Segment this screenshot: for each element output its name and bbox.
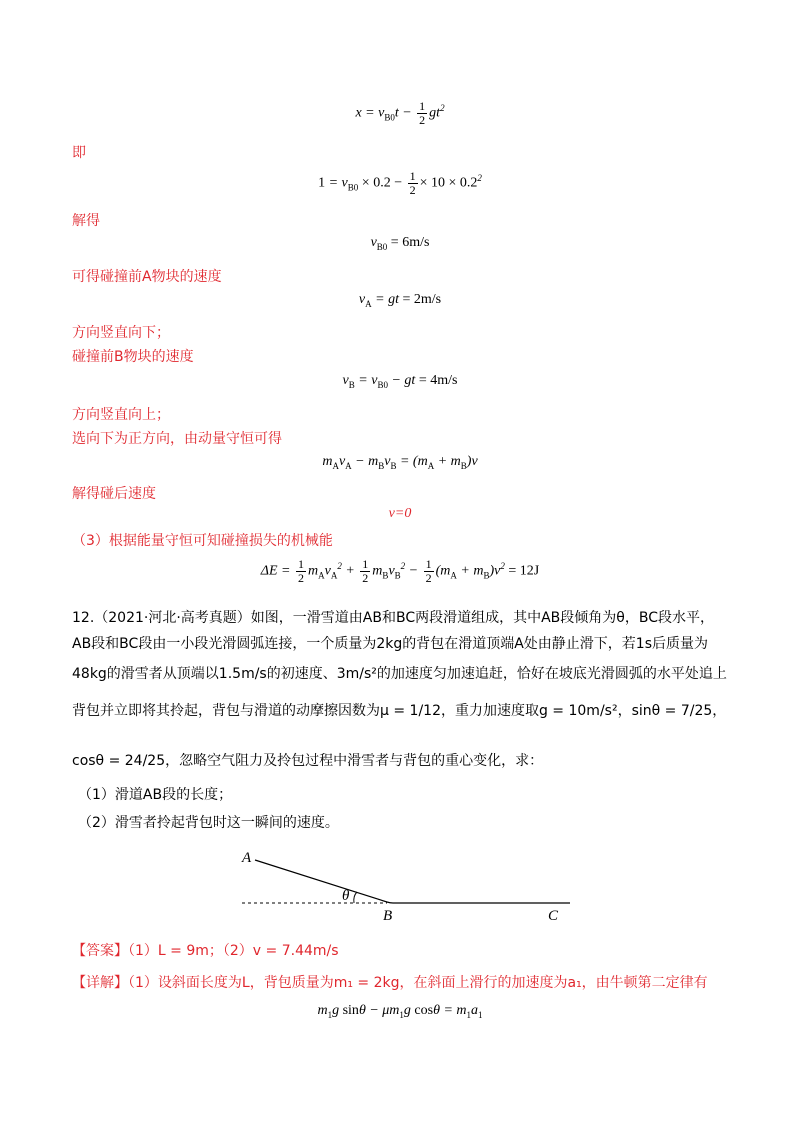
label-after-collision: 解得碰后速度 bbox=[72, 486, 156, 502]
point-c-label: C bbox=[548, 908, 559, 924]
velocity-zero: v=0 bbox=[388, 506, 412, 521]
question-12-line-4: 背包并立即将其拎起，背包与滑道的动摩擦因数为μ = 1/12，重力加速度取g = 10m/s²，sinθ = 7/25， bbox=[72, 703, 727, 719]
equation-8: $m_1g$ $\sin\theta - \mu m_1g$ $\cos\theta = m_1a_1$ bbox=[317, 1003, 483, 1020]
label-vb: 碰撞前B物块的速度 bbox=[72, 349, 194, 365]
answer-line bbox=[72, 940, 339, 960]
question-12-line-1: 12.（2021·河北·高考真题）如图，一滑雪道由AB和BC两段滑道组成，其中AB段倾角为θ，BC段水平， bbox=[72, 610, 714, 626]
arc-b bbox=[387, 902, 393, 903]
question-12-line-5: cosθ = 24/25，忽略空气阻力及拎包过程中滑雪者与背包的重心变化，求： bbox=[72, 753, 544, 769]
label-va: 可得碰撞前A物块的速度 bbox=[72, 269, 222, 285]
label-jiede: 解得 bbox=[72, 213, 100, 229]
sub-question-1: （1）滑道AB段的长度； bbox=[78, 787, 233, 803]
equation-7: ΔE = $\frac{1}{2}$ $m_Av_A^2$ + $\frac{1}{2}$ $m_Bv_B^2$ − $\frac{1}{2}$ $(m_A + m_B)v^2 = 12J$ bbox=[260, 557, 540, 585]
part-3-statement: （3）根据能量守恒可知碰撞损失的机械能 bbox=[72, 533, 333, 549]
sub-question-2: （2）滑雪者拎起背包时这一瞬间的速度。 bbox=[78, 815, 339, 831]
question-12-line-3: 48kg的滑雪者从顶端以1.5m/s的初速度、3m/s²的加速度匀加速追赶，恰好在坡底光滑圆弧的水平处追上 bbox=[72, 666, 727, 682]
equation-3: $v_{B0} = 6m/s$ bbox=[370, 235, 430, 252]
angle-arc bbox=[354, 892, 357, 903]
answer-tag: 【答案】 bbox=[72, 943, 128, 959]
answer-text: （1）L = 9m；（2）v = 7.44m/s bbox=[128, 943, 339, 959]
direction-up: 方向竖直向上； bbox=[72, 407, 170, 423]
momentum-statement: 选向下为正方向，由动量守恒可得 bbox=[72, 431, 282, 447]
question-12-line-2: AB段和BC段由一小段光滑圆弧连接，一个质量为2kg的背包在滑道顶端A处由静止滑下，若1s后质量为 bbox=[72, 636, 708, 652]
equation-5: $v_B = v_{B0}$ − gt = 4m/s bbox=[342, 373, 458, 390]
point-a-label: A bbox=[242, 850, 252, 866]
theta-label: θ bbox=[342, 888, 350, 904]
equation-4: $v_A$ = gt = 2m/s bbox=[358, 292, 442, 309]
equation-1: $x = v_{B0}t$ − $\frac{1}{2}$ $gt^2$ bbox=[355, 99, 445, 127]
direction-down: 方向竖直向下； bbox=[72, 325, 170, 341]
point-b-label: B bbox=[383, 908, 393, 924]
detail-line bbox=[72, 972, 708, 992]
slope-ab bbox=[255, 860, 387, 902]
equation-2: $1 = v_{B0} \times 0.2$ − $\frac{1}{2}$ × $10 \times 0.2^2$ bbox=[318, 169, 482, 197]
equation-6: $m_Av_A - m_Bv_B = (m_A + m_B)v$ bbox=[322, 454, 478, 471]
label-ji: 即 bbox=[72, 145, 86, 161]
detail-text: （1）设斜面长度为L，背包质量为m₁ = 2kg，在斜面上滑行的加速度为a₁，由牛顿第二定律有 bbox=[128, 975, 708, 991]
slope-figure bbox=[230, 840, 580, 925]
detail-tag: 【详解】 bbox=[72, 975, 128, 991]
